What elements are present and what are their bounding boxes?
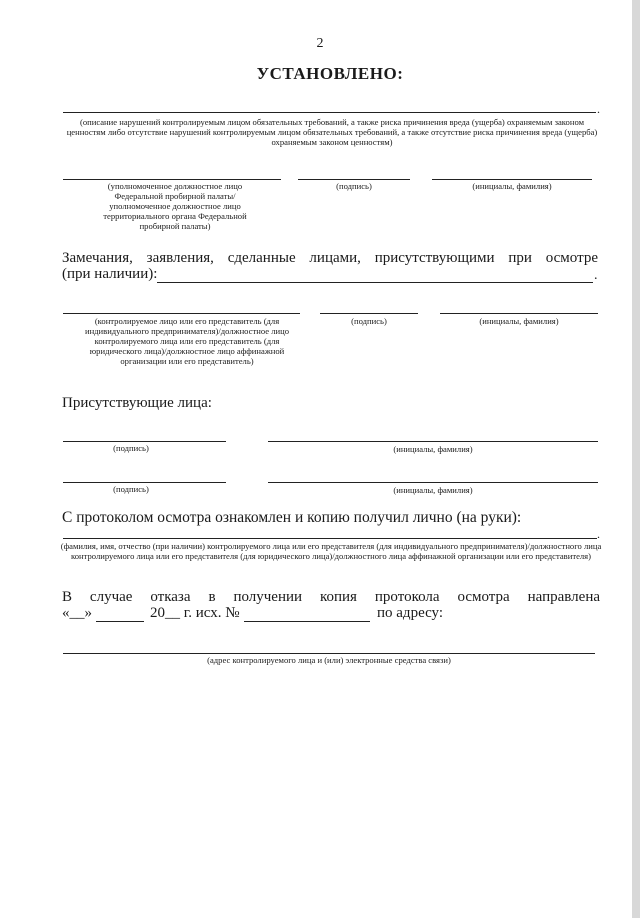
remarks-line-dot: . [594,268,598,283]
section-heading: УСТАНОВЛЕНО: [256,64,404,83]
page-number: 2 [316,36,324,51]
remarks-text-2: (при наличии): [62,266,158,282]
page-edge-shadow [632,0,640,918]
established-caption: (описание нарушений контролируемым лицом обязательных требований, а также риска причинения вреда (ущерба) охраняемым законом ценностям либо отсутствие нарушений контролируемым лицом обязательных требований, а также отсутствие риска причинения вреда (ущерба) охраняемым законом ценностям) [66,117,598,147]
signature-line-2 [320,313,418,314]
present-heading: Присутствующие лица: [62,395,212,411]
present-name-line-1 [268,441,598,442]
present-signature-caption-1: (подпись) [113,443,149,453]
name-line-2 [440,313,598,314]
refusal-address: по адресу: [377,605,444,621]
refusal-number-line [244,621,370,622]
address-caption: (адрес контролируемого лица и (или) электронные средства связи) [207,655,451,665]
official-caption: (уполномоченное должностное лицо Федеральной пробирной палаты/ уполномоченное должностное лицо территориального органа Федеральной пробирной палаты) [103,181,247,231]
acquainted-line [63,538,597,539]
acquainted-text: С протоколом осмотра ознакомлен и копию получил лично (на руки): [62,509,522,526]
signature-caption-1: (подпись) [336,181,372,191]
name-line-1 [432,179,592,180]
refusal-month-line [96,621,144,622]
present-name-caption-1: (инициалы, фамилия) [393,444,473,454]
present-signature-caption-2: (подпись) [113,484,149,494]
remarks-text: Замечания, заявления, сделанные лицами, присутствующими при осмотре [62,250,598,266]
present-signature-line-1 [63,441,226,442]
acquainted-caption: (фамилия, имя, отчество (при наличии) контролируемого лица или его представителя (для индивидуального предпринимателя)/должностного лица контролируемого лица или его представителя (для юридического лица)/должностного лица аффинажной организации или его представителя) [60,541,602,561]
present-signature-line-2 [63,482,226,483]
signature-line-1 [298,179,410,180]
person-caption: (контролируемое лицо или его представитель (для индивидуального предпринимателя)/должностное лицо контролируемого лица или его представитель (для юридического лица)/должностное лицо аффинажной организации или его представитель) [84,316,290,366]
official-line [63,179,281,180]
acquainted-line-dot: . [597,527,600,541]
signature-caption-2: (подпись) [351,316,387,326]
person-line [63,313,300,314]
present-name-caption-2: (инициалы, фамилия) [393,485,473,495]
name-caption-1: (инициалы, фамилия) [472,181,552,191]
address-line [63,653,595,654]
present-name-line-2 [268,482,598,483]
established-line [63,112,596,113]
refusal-date-open: «__» [62,605,92,621]
refusal-text: В случае отказа в получении копия протокола осмотра направлена [62,589,600,605]
remarks-line [157,282,593,283]
refusal-year: 20__ г. исх. № [150,605,240,621]
name-caption-2: (инициалы, фамилия) [479,316,559,326]
established-line-dot: . [597,102,600,116]
